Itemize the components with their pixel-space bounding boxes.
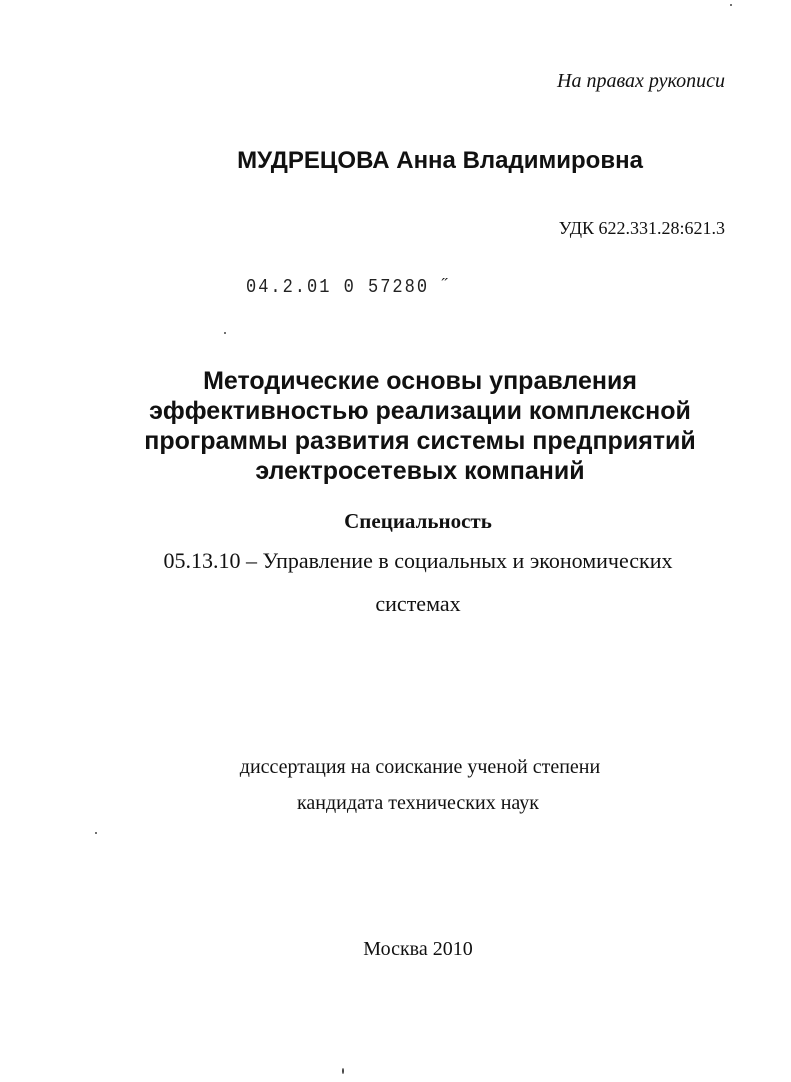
- city-year: Москва 2010: [363, 938, 473, 960]
- scan-speck: [95, 832, 97, 834]
- specialty-label: Специальность: [344, 509, 492, 533]
- scan-speck: [224, 332, 226, 334]
- scan-speck: [730, 4, 732, 6]
- title-line: электросетевых компаний: [255, 457, 585, 485]
- specialty-code-continuation: системах: [375, 591, 461, 616]
- author-name: МУДРЕЦОВА Анна Владимировна: [237, 147, 643, 174]
- title-line: программы развития системы предприятий: [144, 427, 696, 455]
- specialty-code: 05.13.10 – Управление в социальных и экономических: [163, 548, 673, 573]
- rights-note: На правах рукописи: [557, 70, 725, 92]
- dissertation-title: [40, 366, 791, 486]
- scan-speck: [342, 1068, 344, 1074]
- degree-line-2: кандидата технических наук: [296, 792, 540, 814]
- degree-line-1: диссертация на соискание ученой степени: [239, 756, 601, 778]
- registration-number: 04.2.01 0 57280 ˝: [246, 277, 454, 299]
- title-line: Методические основы управления: [203, 367, 637, 395]
- udk-code: УДК 622.331.28:621.3: [558, 218, 725, 238]
- title-line: эффективностью реализации комплексной: [149, 397, 691, 425]
